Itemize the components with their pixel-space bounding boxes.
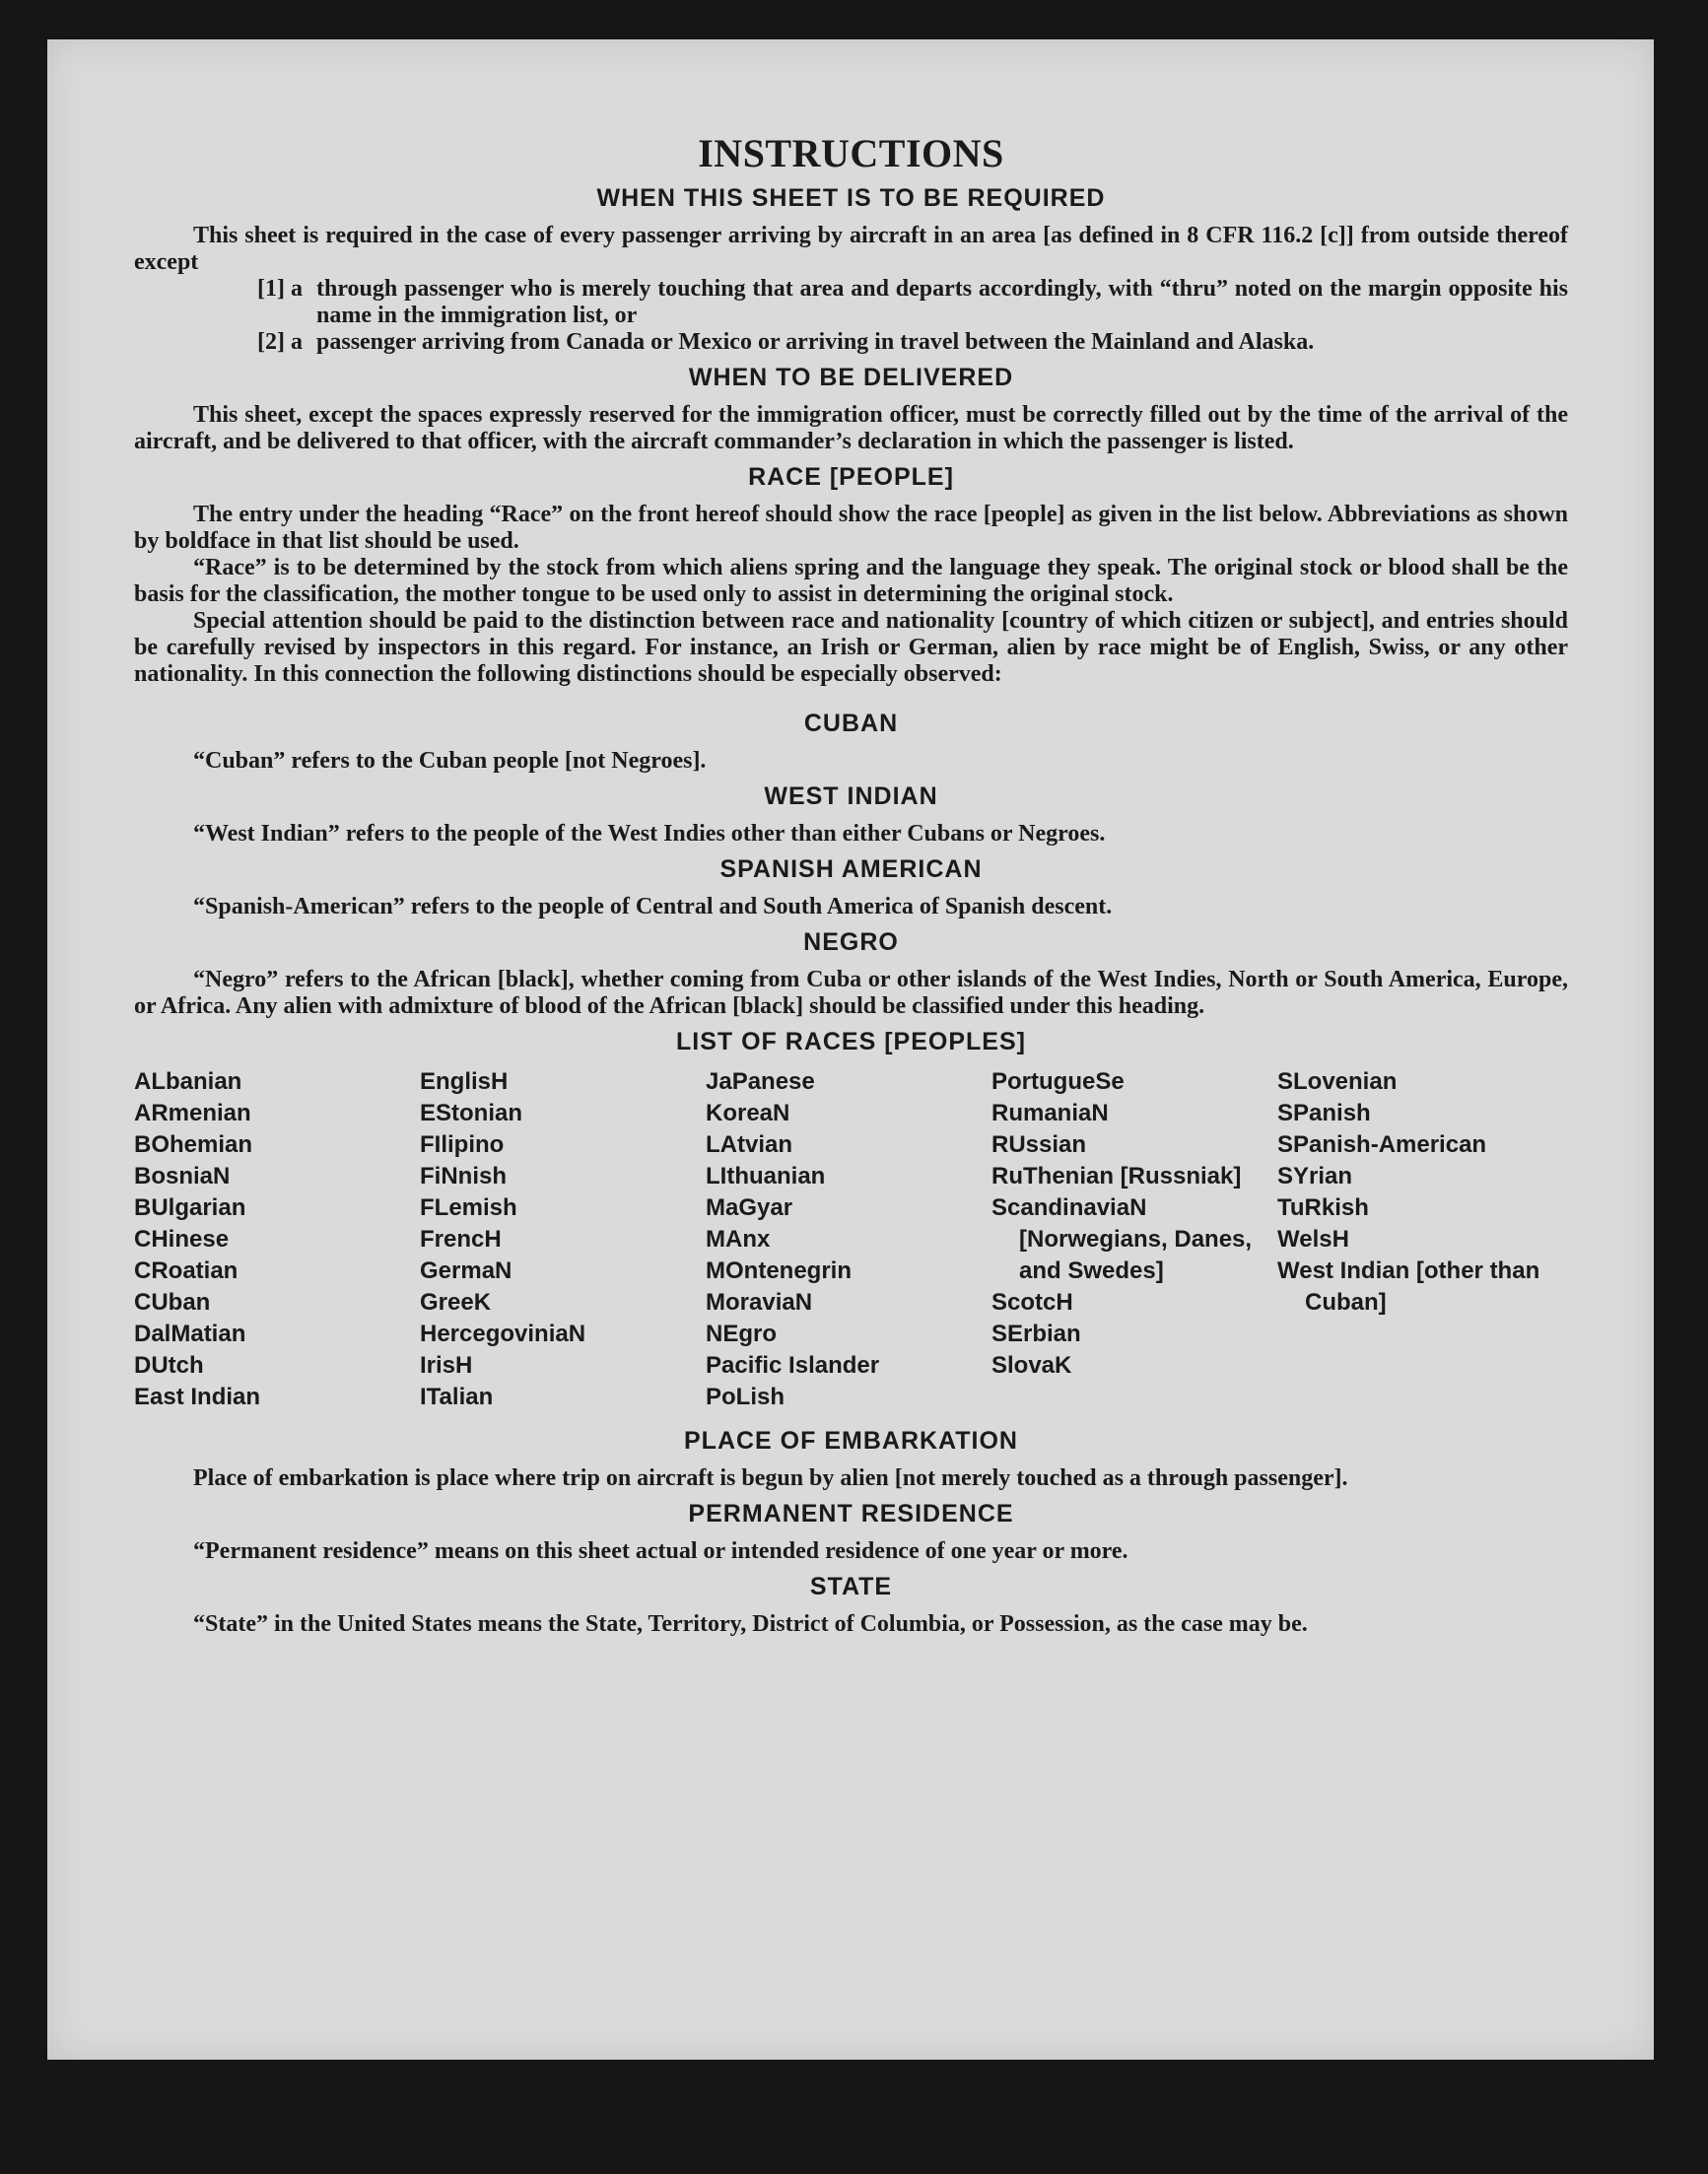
race-item: ARmenian: [134, 1100, 251, 1126]
embarkation-text: Place of embarkation is place where trip on aircraft is begun by alien [not merely touched as a through passenger].: [193, 1465, 1348, 1491]
heading-cuban: CUBAN: [803, 710, 899, 737]
race-item: JaPanese: [706, 1068, 815, 1095]
heading-race: RACE [PEOPLE]: [748, 463, 954, 491]
heading-west-indian: WEST INDIAN: [764, 782, 938, 810]
races-column-5: [1277, 1066, 1568, 1413]
item-number: [1] a: [257, 276, 303, 302]
required-intro: This sheet is required in the case of every passenger arriving by aircraft in an area [as defined in 8 CFR 116.2 [c]] from outside thereof except: [134, 223, 1568, 275]
race-item: West Indian [other than Cuban]: [1277, 1257, 1540, 1316]
heading-place-of-embarkation: PLACE OF EMBARKATION: [684, 1427, 1018, 1455]
race-item: BosniaN: [134, 1163, 231, 1189]
race-item: MAnx: [706, 1226, 771, 1253]
race-item: RumaniaN: [991, 1100, 1109, 1126]
race-item: WelsH: [1277, 1226, 1349, 1253]
race-item: LIthuanian: [706, 1163, 826, 1189]
race-item: FIlipino: [420, 1131, 505, 1158]
required-item-2: [257, 329, 1568, 356]
race-item: East Indian: [134, 1384, 261, 1410]
race-item: Pacific Islander: [706, 1352, 880, 1379]
heading-when-delivered: WHEN TO BE DELIVERED: [688, 364, 1014, 391]
races-table: [134, 1066, 1568, 1413]
item-text: through passenger who is merely touching that area and departs accordingly, with “thru” noted on the margin opposite his name in the immigration list, or: [316, 276, 1568, 328]
race-item: IrisH: [420, 1352, 473, 1379]
race-item: ALbanian: [134, 1068, 242, 1095]
document-content: [134, 130, 1568, 1638]
race-item: ScandinaviaN [Norwegians, Danes, and Swedes]: [991, 1194, 1253, 1284]
heading-state: STATE: [809, 1573, 893, 1600]
race-item: SErbian: [991, 1321, 1081, 1347]
race-item: SYrian: [1277, 1163, 1353, 1189]
required-item-1: [257, 276, 1568, 329]
race-item: GermaN: [420, 1257, 512, 1284]
race-item: NEgro: [706, 1321, 777, 1347]
heading-when-required: WHEN THIS SHEET IS TO BE REQUIRED: [596, 184, 1106, 212]
race-item: CUban: [134, 1289, 211, 1316]
heading-negro: NEGRO: [803, 928, 899, 956]
race-item: HercegoviniaN: [420, 1321, 586, 1347]
races-column-1: [134, 1066, 420, 1413]
delivered-text: This sheet, except the spaces expressly reserved for the immigration officer, must be correctly filled out by the time of the arrival of the aircraft, and be delivered to that officer, with the aircraft commander’s declaration in which the passenger is listed.: [134, 402, 1568, 454]
race-item: RUssian: [991, 1131, 1087, 1158]
race-item: KoreaN: [706, 1100, 790, 1126]
heading-permanent-residence: PERMANENT RESIDENCE: [688, 1500, 1014, 1528]
item-number: [2] a: [257, 329, 303, 355]
race-item: FLemish: [420, 1194, 517, 1221]
race-item: EnglisH: [420, 1068, 509, 1095]
spanish-american-text: “Spanish-American” refers to the people of Central and South America of Spanish descent.: [193, 894, 1113, 919]
state-text: “State” in the United States means the State, Territory, District of Columbia, or Possession, as the case may be.: [193, 1611, 1308, 1637]
race-paragraph-2: “Race” is to be determined by the stock from which aliens spring and the language they speak. The original stock or blood shall be the basis for the classification, the mother tongue to be used only to assist in determining the original stock.: [134, 555, 1568, 607]
negro-text: “Negro” refers to the African [black], whether coming from Cuba or other islands of the West Indies, North or South America, Europe, or Africa. Any alien with admixture of blood of the African [black] should be classified under this heading.: [134, 967, 1568, 1019]
race-item: ITalian: [420, 1384, 494, 1410]
race-item: SPanish-American: [1277, 1131, 1487, 1158]
item-text: passenger arriving from Canada or Mexico or arriving in travel between the Mainland and Alaska.: [316, 329, 1315, 355]
race-item: PoLish: [706, 1384, 786, 1410]
race-item: SlovaK: [991, 1352, 1072, 1379]
race-item: BUlgarian: [134, 1194, 246, 1221]
race-item: SLovenian: [1277, 1068, 1398, 1095]
race-item: MoraviaN: [706, 1289, 813, 1316]
cuban-text: “Cuban” refers to the Cuban people [not Negroes].: [193, 748, 707, 774]
race-item: RuThenian [Russniak]: [991, 1163, 1242, 1189]
race-item: CHinese: [134, 1226, 230, 1253]
heading-list-of-races: LIST OF RACES [PEOPLES]: [676, 1028, 1026, 1055]
race-item: LAtvian: [706, 1131, 793, 1158]
page-title: INSTRUCTIONS: [698, 131, 1004, 175]
race-item: PortugueSe: [991, 1068, 1125, 1095]
race-item: EStonian: [420, 1100, 523, 1126]
race-item: TuRkish: [1277, 1194, 1369, 1221]
race-item: SPanish: [1277, 1100, 1371, 1126]
race-item: FiNnish: [420, 1163, 507, 1189]
race-item: MOntenegrin: [706, 1257, 852, 1284]
race-item: DUtch: [134, 1352, 204, 1379]
race-paragraph-3: Special attention should be paid to the distinction between race and nationality [country of which citizen or subject], and entries should be carefully revised by inspectors in this regard. For instance, an Irish or German, alien by race might be of English, Swiss, or any other nationality. In this connection the following distinctions should be especially observed:: [134, 608, 1568, 687]
race-item: FrencH: [420, 1226, 502, 1253]
heading-spanish-american: SPANISH AMERICAN: [719, 855, 983, 883]
race-item: DalMatian: [134, 1321, 246, 1347]
races-column-4: [991, 1066, 1277, 1413]
race-item: CRoatian: [134, 1257, 239, 1284]
race-item: ScotcH: [991, 1289, 1073, 1316]
race-paragraph-1: The entry under the heading “Race” on the front hereof should show the race [people] as given in the list below. Abbreviations as shown by boldface in that list should be used.: [134, 502, 1568, 554]
race-item: BOhemian: [134, 1131, 253, 1158]
race-item: GreeK: [420, 1289, 492, 1316]
residence-text: “Permanent residence” means on this sheet actual or intended residence of one year or more.: [193, 1538, 1128, 1564]
races-column-3: [706, 1066, 991, 1413]
race-item: MaGyar: [706, 1194, 793, 1221]
west-indian-text: “West Indian” refers to the people of the West Indies other than either Cubans or Negroes.: [193, 821, 1106, 847]
document-sheet: [47, 39, 1654, 2060]
races-column-2: [420, 1066, 706, 1413]
